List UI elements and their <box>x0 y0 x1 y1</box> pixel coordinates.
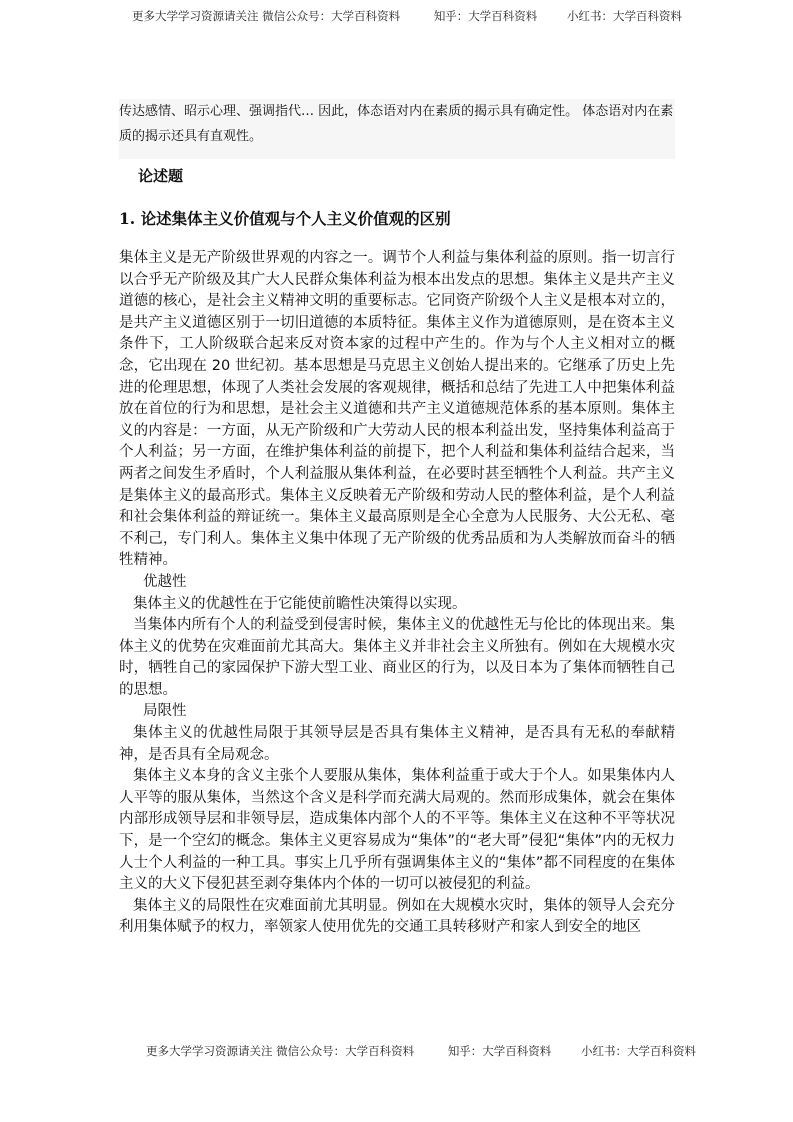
section-title: 论述题 <box>138 167 184 185</box>
limitation-heading: 局限性 <box>143 703 187 720</box>
footer-zhihu-text: 知乎：大学百科资料 <box>447 1044 552 1058</box>
footer-follow-text: 更多大学学习资源请关注 微信公众号：大学百科资料 <box>146 1044 415 1058</box>
answer-body <box>119 248 675 939</box>
header-xiaohongshu-text: 小红书：大学百科资料 <box>566 9 682 23</box>
paragraph-limitation-2: 集体主义本身的含义主张个人要服从集体，集体利益重于或大于个人。如果集体内人人平等的服从集体，当然这个含义是科学而充满大局观的。然而形成集体，就会在集体内部形成领导层和非领导层，造成集体内部个人的不平等。集体主义在这种不平等状况下，是一个空幻的概念。集体主义更容易成为“集体”的“老大哥”侵犯“集体”内的无权力人士个人利益的一种工具。事实上几乎所有强调集体主义的“集体”都不同程度的在集体主义的大义下侵犯甚至剥夺集体内个体的一切可以被侵犯的利益。 <box>119 768 675 893</box>
page-header <box>132 8 732 24</box>
page-footer <box>146 1043 746 1059</box>
paragraph-advantage-1: 集体主义的优越性在于它能使前瞻性决策得以实现。 <box>133 595 467 612</box>
header-zhihu-text: 知乎：大学百科资料 <box>433 9 538 23</box>
paragraph-definition: 集体主义是无产阶级世界观的内容之一。调节个人利益与集体利益的原则。指一切言行以合乎无产阶级及其广大人民群众集体利益为根本出发点的思想。集体主义是共产主义道德的核心，是社会主义精神文明的重要标志。它同资产阶级个人主义是根本对立的，是共产主义道德区别于一切旧道德的本质特征。集体主义作为道德原则，是在资本主义条件下，工人阶级联合起来反对资本家的过程中产生的。作为与个人主义相对立的概念，它出现在 20 世纪初。基本思想是马克思主义创始人提出来的。它继承了历史上先进的伦理思想，体现了人类社会发展的客观规律，概括和总结了先进工人中把集体利益放在首位的行为和思想，是社会主义道德和共产主义道德规范体系的基本原则。集体主义的内容是：一方面，从无产阶级和广大劳动人民的根本利益出发，坚持集体利益高于个人利益；另一方面，在维护集体利益的前提下，把个人利益和集体利益结合起来，当两者之间发生矛盾时，个人利益服从集体利益，在必要时甚至牺牲个人利益。共产主义是集体主义的最高形式。集体主义反映着无产阶级和劳动人民的整体利益，是个人利益和社会集体利益的辩证统一。集体主义最高原则是全心全意为人民服务、大公无私、毫不利己，专门利人。集体主义集中体现了无产阶级的优秀品质和为人类解放而奋斗的牺牲精神。 <box>119 250 675 569</box>
paragraph-advantage-2: 当集体内所有个人的利益受到侵害时候，集体主义的优越性无与伦比的体现出来。集体主义的优势在灾难面前尤其高大。集体主义并非社会主义所独有。例如在大规模水灾时，牺牲自己的家园保护下游大型工业、商业区的行为，以及日本为了集体而牺牲自己的思想。 <box>119 617 675 698</box>
question-title: 1. 论述集体主义价值观与个人主义价值观的区别 <box>119 209 451 228</box>
advantage-heading: 优越性 <box>143 573 187 590</box>
header-follow-text: 更多大学学习资源请关注 微信公众号：大学百科资料 <box>132 9 401 23</box>
paragraph-limitation-1: 集体主义的优越性局限于其领导层是否具有集体主义精神，是否具有无私的奉献精神，是否具有全局观念。 <box>119 725 675 763</box>
paragraph-limitation-3: 集体主义的局限性在灾难面前尤其明显。例如在大规模水灾时，集体的领导人会充分利用集体赋予的权力，率领家人使用优先的交通工具转移财产和家人到安全的地区 <box>119 897 675 936</box>
footer-xiaohongshu-text: 小红书：大学百科资料 <box>580 1044 696 1058</box>
intro-paragraph: 传达感情、昭示心理、强调指代… 因此，体态语对内在素质的揭示具有确定性。 体态语对内在素质的揭示还具有直观性。 <box>119 99 675 159</box>
